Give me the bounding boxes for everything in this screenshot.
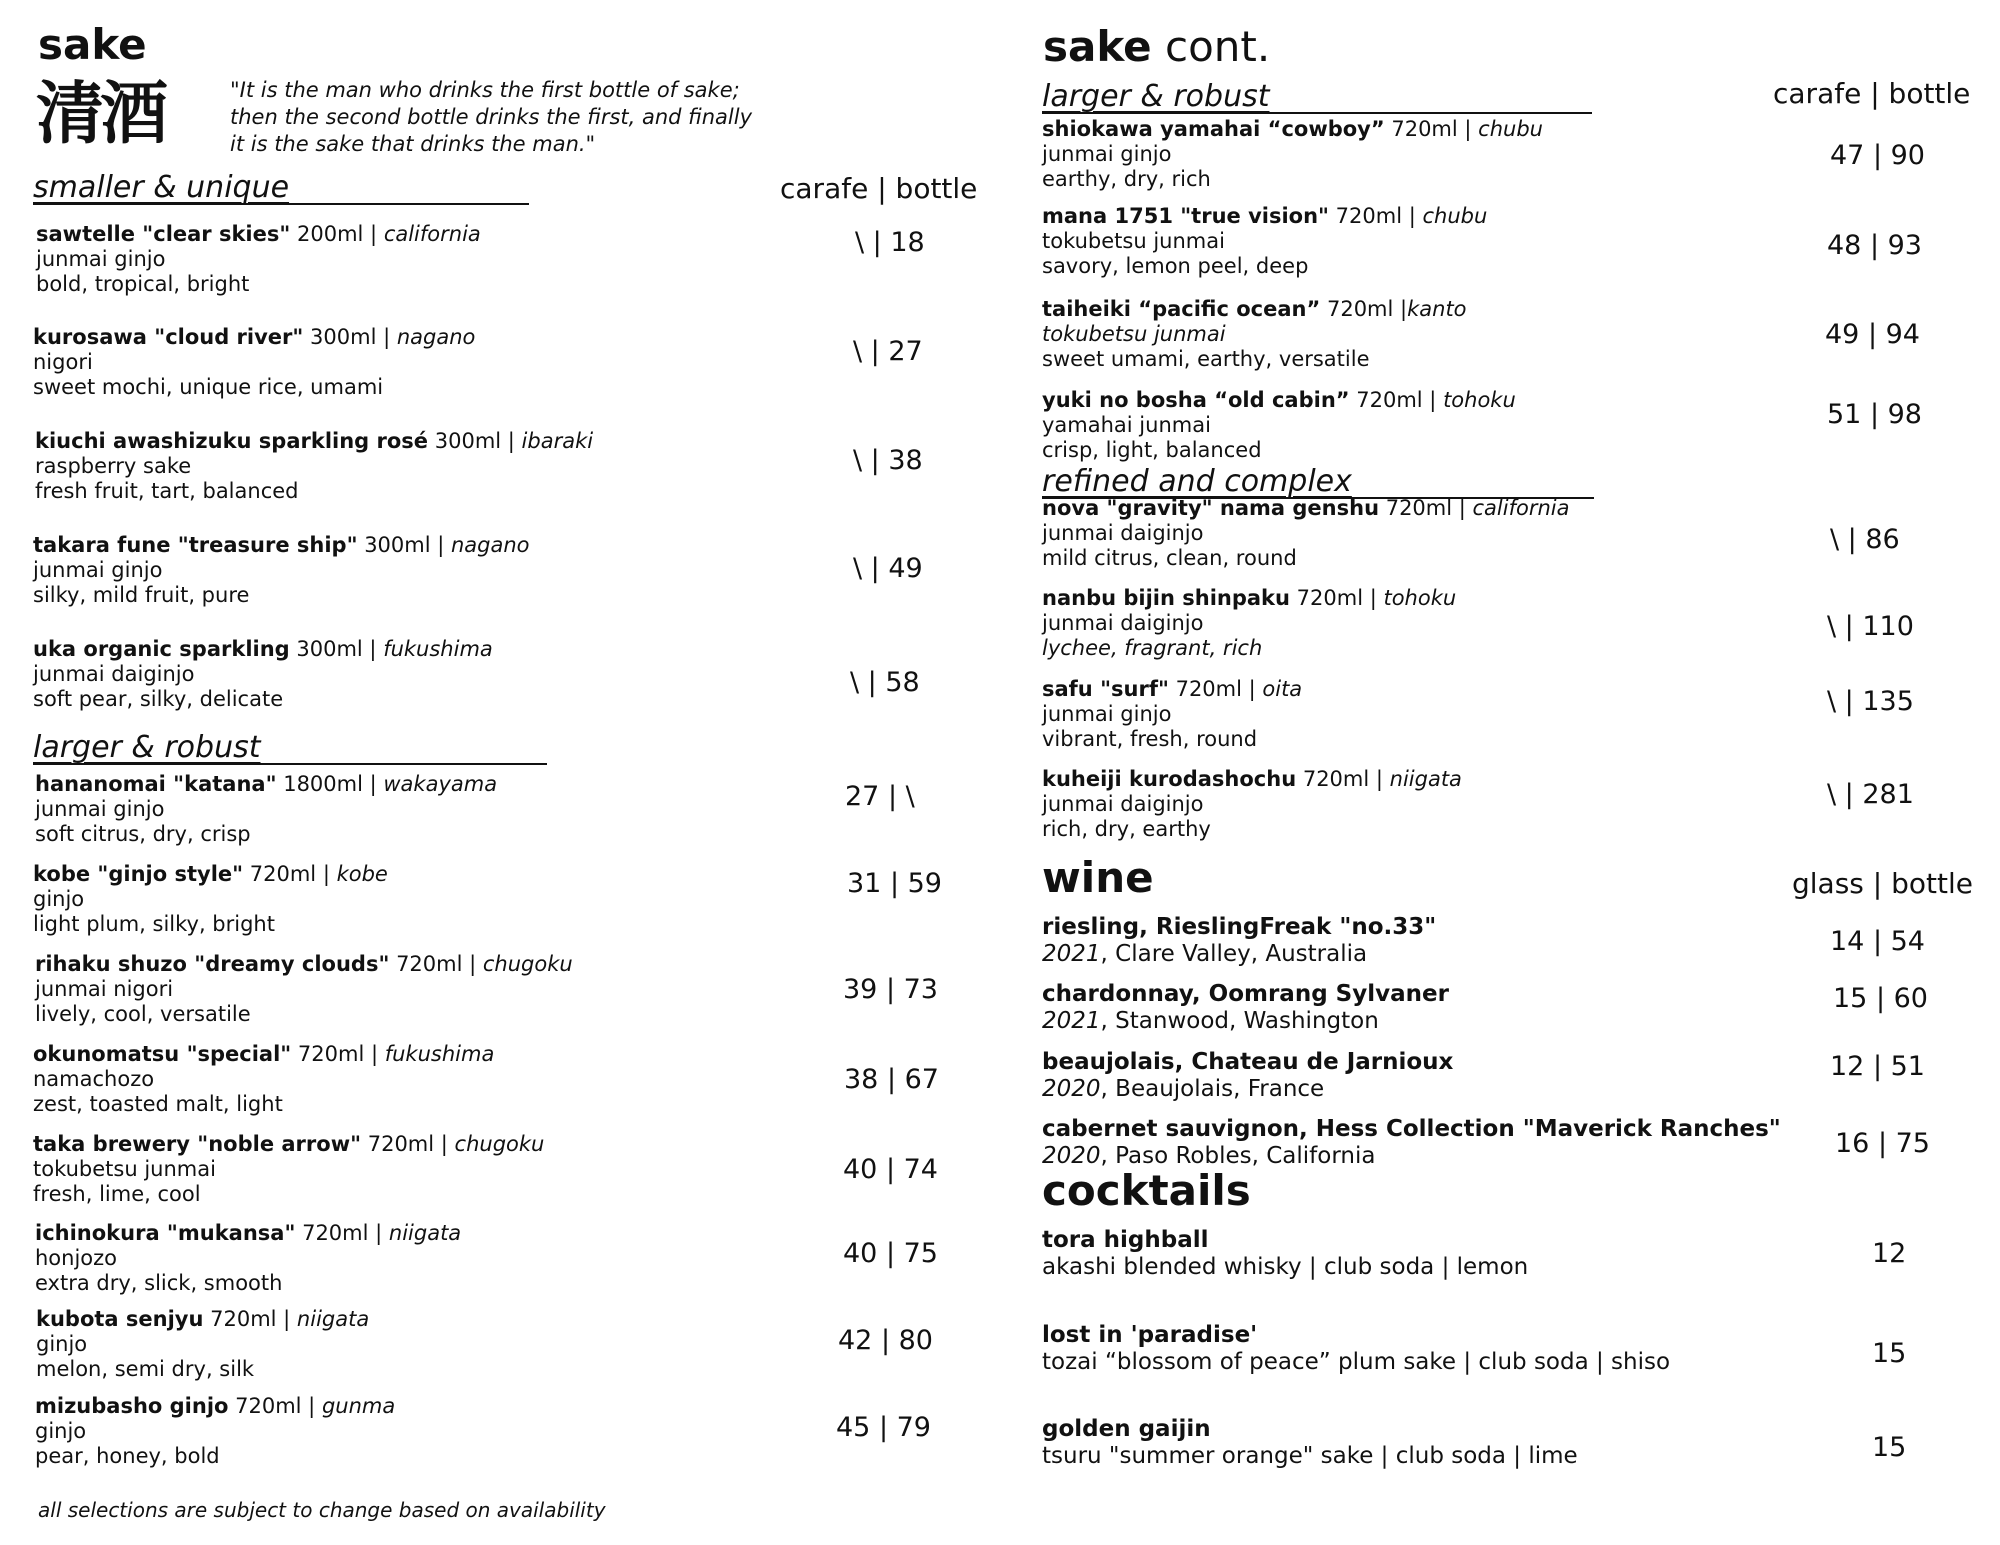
- item-size: 300ml |: [289, 637, 384, 661]
- item-notes: sweet umami, earthy, versatile: [1042, 347, 1370, 371]
- cocktail-desc: tsuru "summer orange" sake | club soda | lime: [1042, 1443, 1578, 1469]
- wine-origin: , Stanwood, Washington: [1100, 1008, 1379, 1034]
- item-style: junmai ginjo: [1042, 702, 1172, 726]
- item-name: kuheiji kurodashochu: [1042, 767, 1297, 791]
- wine-origin: , Clare Valley, Australia: [1100, 941, 1368, 967]
- item-size: 720ml |: [1329, 204, 1423, 228]
- menu-item: [35, 1221, 461, 1296]
- item-notes: bold, tropical, bright: [36, 272, 250, 296]
- menu-item: [36, 1307, 369, 1382]
- item-name: nanbu bijin shinpaku: [1042, 586, 1290, 610]
- item-size: 300ml |: [428, 429, 522, 453]
- item-style: honjozo: [35, 1246, 118, 1270]
- wine-item: [1042, 1116, 1781, 1170]
- item-name: sawtelle "clear skies": [36, 222, 291, 246]
- item-name: taka brewery "noble arrow": [33, 1132, 362, 1156]
- section-title-smaller-unique: smaller & unique: [33, 170, 290, 205]
- column-header-carafe-bottle: carafe | bottle: [780, 172, 978, 205]
- item-style: junmai daiginjo: [1042, 611, 1204, 635]
- item-price: \ | 135: [1827, 686, 1914, 717]
- menu-item: [35, 952, 573, 1027]
- item-price: 45 | 79: [836, 1412, 931, 1443]
- item-size: 720ml |: [1168, 677, 1263, 701]
- item-notes: fresh, lime, cool: [33, 1182, 201, 1206]
- item-notes: extra dry, slick, smooth: [35, 1271, 283, 1295]
- item-notes: silky, mild fruit, pure: [33, 583, 250, 607]
- wine-price: 15 | 60: [1833, 983, 1928, 1014]
- wine-year: 2020: [1042, 1143, 1101, 1169]
- item-style: nigori: [33, 350, 93, 374]
- item-region: chugoku: [454, 1132, 545, 1156]
- item-region: tohoku: [1443, 388, 1516, 412]
- item-size: 300ml |: [357, 533, 451, 557]
- item-name: kubota senjyu: [36, 1307, 204, 1331]
- item-notes: rich, dry, earthy: [1042, 817, 1211, 841]
- item-price: 40 | 75: [843, 1238, 938, 1269]
- cocktail-name: tora highball: [1042, 1227, 1209, 1253]
- cocktail-desc: tozai “blossom of peace” plum sake | club soda | shiso: [1042, 1349, 1671, 1375]
- menu-item: [33, 533, 530, 608]
- item-name: taiheiki “pacific ocean”: [1042, 297, 1321, 321]
- item-price: \ | 281: [1827, 779, 1914, 810]
- item-style: junmai daiginjo: [1042, 792, 1204, 816]
- item-style: ginjo: [36, 1332, 88, 1356]
- menu-item: [1042, 767, 1462, 842]
- item-name: ichinokura "mukansa": [35, 1221, 296, 1245]
- item-price: 31 | 59: [847, 868, 942, 899]
- menu-item: [1042, 388, 1516, 463]
- item-price: \ | 38: [853, 445, 923, 476]
- menu-item: [1042, 297, 1467, 372]
- menu-item: [33, 637, 493, 712]
- menu-item: [1042, 117, 1543, 192]
- menu-item: [1042, 586, 1456, 661]
- item-style: tokubetsu junmai: [1042, 322, 1226, 346]
- item-region: nagano: [451, 533, 530, 557]
- item-size: 720ml |: [1289, 586, 1384, 610]
- wine-name: riesling, RieslingFreak "no.33": [1042, 914, 1437, 940]
- wine-year: 2020: [1042, 1076, 1101, 1102]
- item-price: 47 | 90: [1830, 140, 1925, 171]
- footnote: all selections are subject to change based on availability: [38, 1498, 606, 1522]
- item-region: chubu: [1422, 204, 1488, 228]
- wine-heading: wine: [1042, 853, 1154, 902]
- wine-name: beaujolais, Chateau de Jarnioux: [1042, 1049, 1454, 1075]
- item-name: takara fune "treasure ship": [33, 533, 358, 557]
- item-region: niigata: [1389, 767, 1462, 791]
- item-size: 720ml |: [1379, 496, 1473, 520]
- cocktail-price: 12: [1872, 1238, 1907, 1269]
- cocktail-item: [1042, 1416, 1578, 1470]
- item-notes: lychee, fragrant, rich: [1042, 636, 1263, 660]
- menu-item: [35, 772, 497, 847]
- item-price: 48 | 93: [1827, 230, 1922, 261]
- item-region: kobe: [336, 862, 388, 886]
- cocktail-item: [1042, 1322, 1670, 1376]
- item-notes: lively, cool, versatile: [35, 1002, 251, 1026]
- cocktail-item: [1042, 1227, 1528, 1281]
- item-size: 720ml |: [389, 952, 483, 976]
- item-price: \ | 27: [853, 336, 923, 367]
- item-region: oita: [1262, 677, 1303, 701]
- item-name: shiokawa yamahai “cowboy”: [1042, 117, 1385, 141]
- item-size: 720ml |: [243, 862, 337, 886]
- item-price: 39 | 73: [843, 974, 938, 1005]
- item-size: 720ml |: [228, 1394, 322, 1418]
- item-price: \ | 58: [850, 667, 920, 698]
- section-underline: [33, 763, 547, 765]
- item-style: junmai daiginjo: [33, 662, 195, 686]
- wine-name: cabernet sauvignon, Hess Collection "Maverick Ranches": [1042, 1116, 1781, 1142]
- section-title-larger-robust: larger & robust: [33, 730, 261, 765]
- item-price: \ | 86: [1830, 524, 1900, 555]
- item-region: fukushima: [384, 1042, 495, 1066]
- item-region: gunma: [321, 1394, 396, 1418]
- item-notes: mild citrus, clean, round: [1042, 546, 1297, 570]
- item-price: 42 | 80: [838, 1325, 933, 1356]
- menu-item: [33, 1042, 494, 1117]
- cocktails-heading: cocktails: [1042, 1166, 1251, 1215]
- item-price: 40 | 74: [843, 1154, 938, 1185]
- item-price: \ | 18: [855, 227, 925, 258]
- column-header-glass-bottle: glass | bottle: [1792, 867, 1973, 900]
- sake-cont-heading: sake cont.: [1043, 22, 1271, 71]
- item-style: junmai ginjo: [36, 247, 166, 271]
- cocktail-price: 15: [1872, 1432, 1907, 1463]
- menu-item: [33, 325, 475, 400]
- menu-item: [33, 1132, 544, 1207]
- wine-price: 14 | 54: [1830, 926, 1925, 957]
- item-style: tokubetsu junmai: [1042, 229, 1225, 253]
- item-name: kobe "ginjo style": [33, 862, 244, 886]
- wine-year: 2021: [1042, 1008, 1101, 1034]
- menu-item: [1042, 204, 1487, 279]
- item-region: kanto: [1407, 297, 1467, 321]
- item-size: 720ml |: [1296, 767, 1390, 791]
- item-notes: soft citrus, dry, crisp: [35, 822, 251, 846]
- item-notes: zest, toasted malt, light: [33, 1092, 283, 1116]
- item-region: tohoku: [1383, 586, 1457, 610]
- item-size: 720ml |: [291, 1042, 385, 1066]
- item-name: yuki no bosha “old cabin”: [1042, 388, 1350, 412]
- item-size: 720ml |: [1320, 297, 1408, 321]
- sake-quote: "It is the man who drinks the first bottle of sake; then the second bottle drinks the first, and finally it is the sake that drinks the man.": [230, 78, 753, 156]
- item-region: ibaraki: [521, 429, 594, 453]
- item-region: wakayama: [383, 772, 498, 796]
- wine-price: 12 | 51: [1830, 1051, 1925, 1082]
- item-name: hananomai "katana": [35, 772, 277, 796]
- item-region: niigata: [296, 1307, 370, 1331]
- item-notes: pear, honey, bold: [35, 1444, 220, 1468]
- wine-item: [1042, 1049, 1453, 1103]
- item-style: ginjo: [35, 1419, 87, 1443]
- item-notes: light plum, silky, bright: [33, 912, 275, 936]
- item-style: tokubetsu junmai: [33, 1157, 216, 1181]
- section-underline: [1042, 112, 1592, 114]
- menu-item: [35, 429, 593, 504]
- item-price: 27 | \: [845, 781, 915, 812]
- item-notes: soft pear, silky, delicate: [33, 687, 284, 711]
- item-style: junmai ginjo: [35, 797, 165, 821]
- item-name: nova "gravity" nama genshu: [1042, 496, 1380, 520]
- cocktail-name: golden gaijin: [1042, 1416, 1211, 1442]
- wine-origin: , Beaujolais, France: [1100, 1076, 1325, 1102]
- item-name: mizubasho ginjo: [35, 1394, 229, 1418]
- item-notes: fresh fruit, tart, balanced: [35, 479, 299, 503]
- item-size: 1800ml |: [276, 772, 384, 796]
- item-notes: sweet mochi, unique rice, umami: [33, 375, 384, 399]
- item-region: chugoku: [482, 952, 573, 976]
- menu-item: [36, 222, 481, 297]
- wine-price: 16 | 75: [1835, 1128, 1930, 1159]
- item-notes: vibrant, fresh, round: [1042, 727, 1258, 751]
- sake-kanji: 清酒: [36, 74, 165, 154]
- wine-year: 2021: [1042, 941, 1101, 967]
- item-price: 51 | 98: [1827, 399, 1922, 430]
- section-title-larger-robust: larger & robust: [1042, 79, 1270, 114]
- item-price: \ | 49: [853, 553, 923, 584]
- item-price: 49 | 94: [1825, 319, 1920, 350]
- item-name: okunomatsu "special": [33, 1042, 292, 1066]
- wine-item: [1042, 914, 1436, 968]
- wine-item: [1042, 981, 1449, 1035]
- item-style: junmai nigori: [35, 977, 174, 1001]
- item-region: california: [1472, 496, 1570, 520]
- item-size: 200ml |: [290, 222, 384, 246]
- wine-origin: , Paso Robles, California: [1100, 1143, 1376, 1169]
- item-name: kurosawa "cloud river": [33, 325, 304, 349]
- item-notes: savory, lemon peel, deep: [1042, 254, 1309, 278]
- section-underline: [33, 203, 529, 205]
- item-style: junmai daiginjo: [1042, 521, 1204, 545]
- menu-item: [1042, 677, 1302, 752]
- section-title-refined-complex: refined and complex: [1042, 464, 1352, 499]
- item-region: fukushima: [383, 637, 493, 661]
- menu-item: [35, 1394, 395, 1469]
- item-name: uka organic sparkling: [33, 637, 290, 661]
- item-style: junmai ginjo: [33, 558, 163, 582]
- column-header-carafe-bottle: carafe | bottle: [1773, 77, 1971, 110]
- sake-heading: sake: [38, 20, 147, 69]
- item-notes: earthy, dry, rich: [1042, 167, 1211, 191]
- item-region: niigata: [388, 1221, 462, 1245]
- menu-item: [1042, 496, 1570, 571]
- cocktail-desc: akashi blended whisky | club soda | lemon: [1042, 1254, 1529, 1280]
- item-name: kiuchi awashizuku sparkling rosé: [35, 429, 429, 453]
- item-size: 720ml |: [361, 1132, 455, 1156]
- item-region: california: [383, 222, 481, 246]
- item-notes: melon, semi dry, silk: [36, 1357, 255, 1381]
- wine-name: chardonnay, Oomrang Sylvaner: [1042, 981, 1449, 1007]
- item-price: \ | 110: [1827, 611, 1914, 642]
- cocktail-name: lost in 'paradise': [1042, 1322, 1258, 1348]
- item-price: 38 | 67: [844, 1064, 939, 1095]
- item-size: 720ml |: [203, 1307, 297, 1331]
- item-notes: crisp, light, balanced: [1042, 438, 1262, 462]
- menu-item: [33, 862, 388, 937]
- item-style: raspberry sake: [35, 454, 192, 478]
- item-size: 720ml |: [1384, 117, 1479, 141]
- item-region: chubu: [1478, 117, 1543, 141]
- item-size: 720ml |: [295, 1221, 389, 1245]
- item-style: junmai ginjo: [1042, 142, 1172, 166]
- item-name: mana 1751 "true vision": [1042, 204, 1329, 228]
- item-name: safu "surf": [1042, 677, 1169, 701]
- item-size: 720ml |: [1349, 388, 1444, 412]
- item-style: ginjo: [33, 887, 85, 911]
- item-style: namachozo: [33, 1067, 155, 1091]
- cocktail-price: 15: [1872, 1338, 1907, 1369]
- item-region: nagano: [396, 325, 476, 349]
- item-style: yamahai junmai: [1042, 413, 1211, 437]
- item-size: 300ml |: [303, 325, 397, 349]
- item-name: rihaku shuzo "dreamy clouds": [35, 952, 390, 976]
